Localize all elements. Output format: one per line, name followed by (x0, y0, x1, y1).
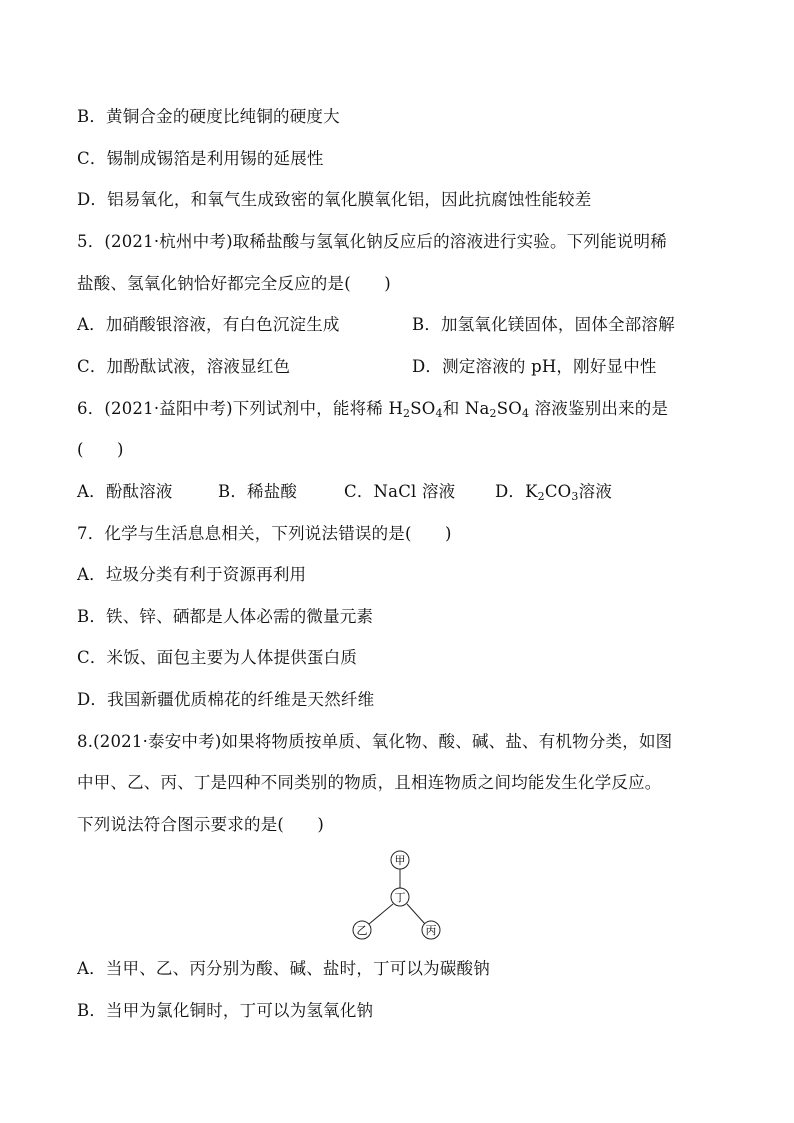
q4-option-c: C．锡制成锡箔是利用锡的延展性 (77, 149, 324, 168)
q5-option-c: C．加酚酞试液，溶液显红色 (77, 357, 291, 376)
q8-option-b: B．当甲为氯化铜时，丁可以为氢氧化钠 (77, 1001, 374, 1020)
node-ding-label: 丁 (394, 891, 406, 904)
q6-option-a: A．酚酞溶液 (77, 482, 173, 501)
q6-stem-line2: ( ) (77, 440, 124, 459)
q6-option-c: C．NaCl 溶液 (344, 482, 456, 501)
q7-stem: 7．化学与生活息息相关，下列说法错误的是( ) (77, 524, 452, 543)
q8-stem-line2: 中甲、乙、丙、丁是四种不同类别的物质，且相连物质之间均能发生化学反应。 (77, 773, 662, 792)
q7-option-c: C．米饭、面包主要为人体提供蛋白质 (77, 648, 358, 667)
q5-stem-line2: 盐酸、氢氧化钠恰好都完全反应的是( ) (77, 274, 391, 293)
q5-option-d: D．测定溶液的 pH，刚好显中性 (412, 357, 657, 376)
q7-option-d: D．我国新疆优质棉花的纤维是天然纤维 (77, 690, 375, 709)
q5-option-b: B．加氢氧化镁固体，固体全部溶解 (412, 315, 675, 334)
q8-stem-line3: 下列说法符合图示要求的是( ) (77, 815, 325, 834)
q4-option-b: B．黄铜合金的硬度比纯铜的硬度大 (77, 107, 340, 126)
node-bing-label: 丙 (425, 924, 437, 937)
edge-right (407, 904, 425, 924)
q8-stem-line1: 8.(2021·泰安中考)如果将物质按单质、氧化物、酸、碱、盐、有机物分类，如图 (77, 732, 673, 751)
q6-stem-line1: 6．(2021·益阳中考)下列试剂中，能将稀 $H_2SO_4$和 $Na_2SO_4$ 溶液鉴别出来的是 (77, 399, 669, 420)
node-jia-label: 甲 (394, 854, 406, 867)
relationship-diagram (340, 846, 450, 941)
q6-option-b: B．稀盐酸 (218, 482, 298, 501)
node-yi-label: 乙 (356, 924, 368, 937)
q5-stem-line1: 5．(2021·杭州中考)取稀盐酸与氢氧化钠反应后的溶液进行实验。下列能说明稀 (77, 232, 667, 251)
q7-option-a: A．垃圾分类有利于资源再利用 (77, 565, 307, 584)
q4-option-d: D．铝易氧化，和氧气生成致密的氧化膜氧化铝，因此抗腐蚀性能较差 (77, 190, 592, 209)
q8-option-a: A．当甲、乙、丙分别为酸、碱、盐时，丁可以为碳酸钠 (77, 959, 490, 978)
q7-option-b: B．铁、锌、硒都是人体必需的微量元素 (77, 607, 374, 626)
q5-option-a: A．加硝酸银溶液，有白色沉淀生成 (77, 315, 340, 334)
q6-option-d: D．$K_2CO_3$溶液 (495, 482, 613, 503)
edge-left (369, 904, 393, 924)
